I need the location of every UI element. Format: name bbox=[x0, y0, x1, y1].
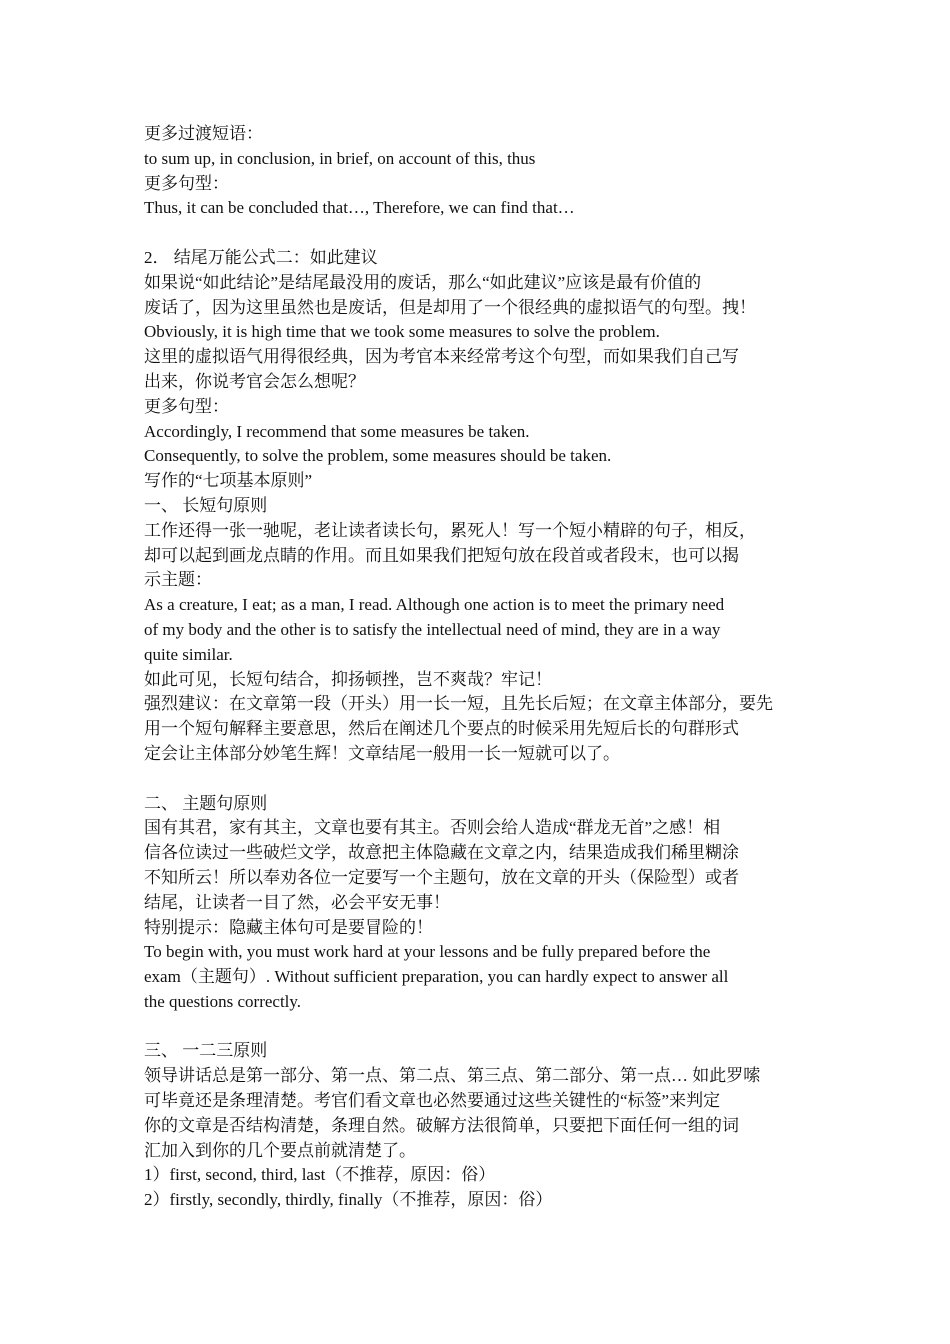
text-line: 废话了，因为这里虽然也是废话，但是却用了一个很经典的虚拟语气的句型。拽！ bbox=[144, 297, 756, 317]
text-line: 你的文章是否结构清楚，条理自然。破解方法很简单，只要把下面任何一组的词 bbox=[144, 1115, 739, 1135]
text-line: 特别提示：隐藏主体句可是要冒险的！ bbox=[144, 917, 433, 937]
text-line: Obviously, it is high time that we took some measures to solve the problem. bbox=[144, 322, 660, 342]
text-line: 却可以起到画龙点睛的作用。而且如果我们把短句放在段首或者段末，也可以揭 bbox=[144, 545, 739, 565]
text-line: 不知所云！所以奉劝各位一定要写一个主题句，放在文章的开头（保险型）或者 bbox=[144, 867, 739, 887]
text-line: exam（主题句）. Without sufficient preparation, you can hardly expect to answer all bbox=[144, 967, 729, 987]
text-line: 汇加入到你的几个要点前就清楚了。 bbox=[144, 1140, 416, 1160]
blank-line bbox=[144, 1015, 816, 1040]
text-line: 出来，你说考官会怎么想呢？ bbox=[144, 371, 365, 391]
blank-line bbox=[144, 767, 816, 792]
text-line: 更多句型： bbox=[144, 173, 229, 193]
text-line: Thus, it can be concluded that…, Therefore, we can find that… bbox=[144, 198, 575, 218]
text-line: of my body and the other is to satisfy the intellectual need of mind, they are in a way bbox=[144, 619, 721, 639]
text-line: to sum up, in conclusion, in brief, on account of this, thus bbox=[144, 148, 536, 168]
text-line: 1）first, second, third, last（不推荐，原因：俗） bbox=[144, 1165, 496, 1185]
text-line: 这里的虚拟语气用得很经典，因为考官本来经常考这个句型，而如果我们自己写 bbox=[144, 347, 739, 367]
text-line: 可毕竟还是条理清楚。考官们看文章也必然要通过这些关键性的“标签”来判定 bbox=[144, 1091, 721, 1111]
text-line: 定会让主体部分妙笔生辉！文章结尾一般用一长一短就可以了。 bbox=[144, 743, 620, 763]
text-line: 如果说“如此结论”是结尾最没用的废话，那么“如此建议”应该是最有价值的 bbox=[144, 272, 702, 292]
blank-line bbox=[144, 221, 816, 246]
text-line: 2． 结尾万能公式二：如此建议 bbox=[144, 247, 378, 267]
text-line: 国有其君，家有其主，文章也要有其主。否则会给人造成“群龙无首”之感！相 bbox=[144, 818, 721, 838]
text-line: the questions correctly. bbox=[144, 991, 302, 1011]
text-line: 2）firstly, secondly, thirdly, finally（不推荐，原因：俗） bbox=[144, 1190, 553, 1210]
text-line: 领导讲话总是第一部分、第一点、第二点、第三点、第二部分、第一点… 如此罗嗦 bbox=[144, 1066, 761, 1086]
text-line: 结尾，让读者一目了然，必会平安无事！ bbox=[144, 892, 450, 912]
text-line: 信各位读过一些破烂文学，故意把主体隐藏在文章之内，结果造成我们稀里糊涂 bbox=[144, 843, 739, 863]
text-line: 写作的“七项基本原则” bbox=[144, 471, 313, 491]
text-line: 三、 一二三原则 bbox=[144, 1041, 268, 1061]
text-line: Accordingly, I recommend that some measures be taken. bbox=[144, 421, 530, 441]
text-line: quite similar. bbox=[144, 644, 233, 664]
text-line: 二、 主题句原则 bbox=[144, 793, 268, 813]
text-line: Consequently, to solve the problem, some measures should be taken. bbox=[144, 446, 612, 466]
text-line: 用一个短句解释主要意思，然后在阐述几个要点的时候采用先短后长的句群形式 bbox=[144, 719, 739, 739]
text-line: 工作还得一张一驰呢，老让读者读长句，累死人！写一个短小精辟的句子，相反， bbox=[144, 520, 756, 540]
text-line: 强烈建议：在文章第一段（开头）用一长一短，且先长后短；在文章主体部分，要先 bbox=[144, 694, 773, 714]
text-line: 如此可见，长短句结合，抑扬顿挫，岂不爽哉？牢记！ bbox=[144, 669, 552, 689]
text-line: 一、 长短句原则 bbox=[144, 495, 268, 515]
text-line: 更多句型： bbox=[144, 396, 229, 416]
text-line: As a creature, I eat; as a man, I read. Although one action is to meet the primary need bbox=[144, 595, 725, 615]
text-line: To begin with, you must work hard at your lessons and be fully prepared before the bbox=[144, 942, 711, 962]
text-line: 示主题： bbox=[144, 570, 212, 590]
text-line: 更多过渡短语： bbox=[144, 124, 263, 143]
document-body bbox=[144, 122, 816, 1213]
